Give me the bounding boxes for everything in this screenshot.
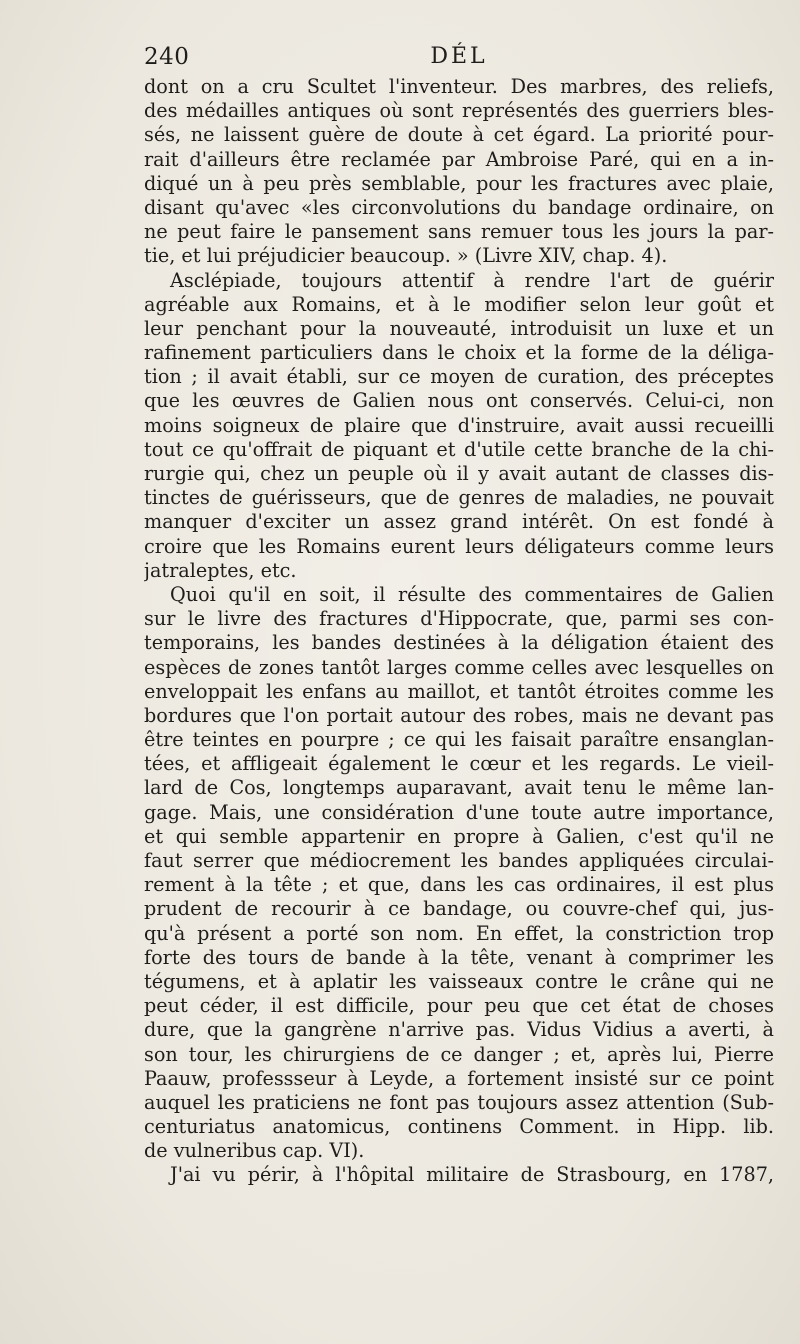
text-line: et qui semble appartenir en propre à Galien, c'est qu'il ne (144, 824, 774, 848)
text-line: dure, que la gangrène n'arrive pas. Vidus Vidius a averti, à (144, 1018, 774, 1042)
text-line: dont on a cru Scultet l'inventeur. Des marbres, des reliefs, (144, 75, 774, 98)
text-line: rurgie qui, chez un peuple où il y avait autant de classes dis- (144, 462, 774, 485)
text-line: rait d'ailleurs être reclamée par Ambroise Paré, qui en a in- (144, 147, 774, 171)
text-line: J'ai vu périr, à l'hôpital militaire de Strasbourg, en 1787, (170, 1163, 774, 1187)
text-line: leur penchant pour la nouveauté, introduisit un luxe et un (144, 316, 774, 340)
text-line: rement à la tête ; et que, dans les cas ordinaires, il est plus (144, 873, 774, 897)
text-line: manquer d'exciter un assez grand intérêt. On est fondé à (144, 510, 774, 534)
body-text (144, 75, 774, 1188)
text-line: faut serrer que médiocrement les bandes appliquées circulai- (144, 849, 774, 872)
text-line: tées, et affligeait également le cœur et les regards. Le vieil- (144, 752, 774, 776)
text-line: Asclépiade, toujours attentif à rendre l'art de guérir (170, 268, 774, 292)
text-line: qu'à présent a porté son nom. En effet, la constriction trop (144, 921, 774, 945)
text-line: lard de Cos, longtemps auparavant, avait tenu le même lan- (144, 776, 774, 800)
text-line: gage. Mais, une considération d'une toute autre importance, (144, 800, 774, 824)
text-line: bordures que l'on portait autour des robes, mais ne devant pas (144, 703, 774, 727)
text-line: des médailles antiques où sont représentés des guerriers bles- (144, 99, 774, 123)
text-line: forte des tours de bande à la tête, venant à comprimer les (144, 945, 774, 969)
text-line: auquel les praticiens ne font pas toujours assez attention (Sub- (144, 1090, 774, 1114)
text-line: sés, ne laissent guère de doute à cet égard. La priorité pour- (144, 123, 774, 147)
text-line: disant qu'avec «les circonvolutions du bandage ordinaire, on (144, 195, 774, 219)
text-line: tie, et lui préjudicier beaucoup. » (Livre XIV, chap. 4). (144, 244, 668, 268)
text-line: diqué un à peu près semblable, pour les fractures avec plaie, (144, 171, 774, 195)
text-line: espèces de zones tantôt larges comme celles avec lesquelles on (144, 655, 774, 679)
text-line: centuriatus anatomicus, continens Comment. in Hipp. lib. (144, 1115, 774, 1139)
running-head: DÉL (430, 44, 488, 69)
text-line: rafinement particuliers dans le choix et la forme de la déliga- (144, 341, 774, 365)
text-line: tout ce qu'offrait de piquant et d'utile cette branche de la chi- (144, 437, 774, 461)
text-line: croire que les Romains eurent leurs déligateurs comme leurs (144, 534, 774, 558)
text-line: sur le livre des fractures d'Hippocrate, que, parmi ses con- (144, 607, 774, 631)
text-line: prudent de recourir à ce bandage, ou couvre-chef qui, jus- (144, 897, 774, 921)
text-line: de vulneribus cap. VI). (144, 1139, 365, 1163)
text-line: tégumens, et à aplatir les vaisseaux contre le crâne qui ne (144, 969, 774, 993)
text-line: ne peut faire le pansement sans remuer tous les jours la par- (144, 220, 774, 244)
text-line: enveloppait les enfans au maillot, et tantôt étroites comme les (144, 679, 774, 703)
text-line: être teintes en pourpre ; ce qui les faisait paraître ensanglan- (144, 728, 774, 752)
page-header (144, 44, 774, 76)
text-line: temporains, les bandes destinées à la déligation étaient des (144, 631, 774, 655)
text-line: son tour, les chirurgiens de ce danger ; et, après lui, Pierre (144, 1042, 774, 1066)
text-line: moins soigneux de plaire que d'instruire, avait aussi recueilli (144, 413, 774, 437)
text-line: peut céder, il est difficile, pour peu que cet état de choses (144, 994, 774, 1018)
text-line: tion ; il avait établi, sur ce moyen de curation, des préceptes (144, 365, 774, 389)
text-line: tinctes de guérisseurs, que de genres de maladies, ne pouvait (144, 486, 774, 510)
text-line: jatraleptes, etc. (144, 558, 297, 582)
page-number: 240 (144, 44, 190, 70)
text-line: que les œuvres de Galien nous ont conservés. Celui-ci, non (144, 389, 774, 413)
text-line: agréable aux Romains, et à le modifier selon leur goût et (144, 292, 774, 316)
text-line: Paauw, professseur à Leyde, a fortement insisté sur ce point (144, 1066, 774, 1090)
text-line: Quoi qu'il en soit, il résulte des commentaires de Galien (170, 582, 774, 606)
